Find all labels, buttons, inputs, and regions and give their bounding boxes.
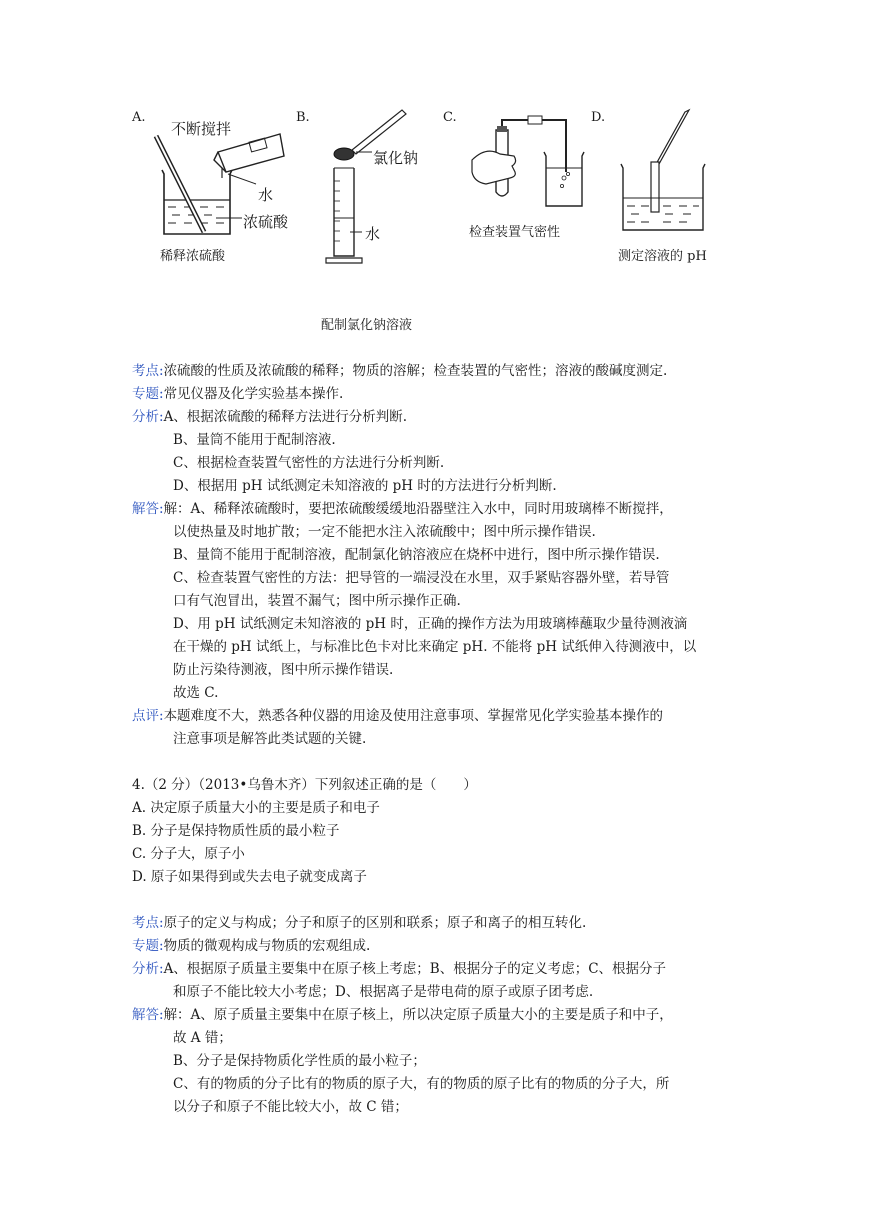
fenxi-line: 和原子不能比较大小考虑；D、根据离子是带电荷的原子或原子团考虑.	[173, 984, 594, 1000]
option-d-letter: D.	[591, 110, 606, 125]
jieda-line: B、分子是保持物质化学性质的最小粒子；	[173, 1053, 426, 1069]
q4-jieda-row	[132, 1003, 673, 1023]
dianping-line: 本题难度不大，熟悉各种仪器的用途及使用注意事项、掌握常见化学实验基本操作的	[163, 708, 664, 724]
q3-dianping-row	[132, 704, 663, 724]
q4-zhuanti-row	[132, 934, 370, 954]
q4-kaodian-row	[132, 911, 586, 931]
kaodian-text: 原子的定义与构成；分子和原子的区别和联系；原子和离子的相互转化.	[163, 915, 587, 931]
q4-choice-a: A. 决定原子质量大小的主要是质子和电子	[132, 800, 380, 816]
label-water-b: 水	[365, 225, 381, 243]
cylinder-b-drawing	[320, 106, 410, 266]
fenxi-line: B、量筒不能用于配制溶液.	[173, 432, 336, 448]
caption-ph: 测定溶液的 pH	[618, 249, 707, 264]
q3-fenxi-row	[132, 405, 407, 425]
zhuanti-text: 常见仪器及化学实验基本操作.	[163, 386, 344, 402]
jieda-line: 故选 C.	[173, 685, 219, 701]
fenxi-line: D、根据用 pH 试纸测定未知溶液的 pH 时的方法进行分析判断.	[173, 478, 557, 494]
caption-airtight: 检查装置气密性	[469, 225, 561, 240]
jieda-line: 故 A 错；	[173, 1030, 232, 1046]
fenxi-tag: 分析:	[132, 409, 164, 425]
dianping-tag: 点评:	[132, 708, 164, 724]
label-nacl: 氯化钠	[373, 149, 419, 167]
option-a-letter: A.	[132, 110, 146, 125]
jieda-line: 口有气泡冒出，装置不漏气；图中所示操作正确.	[173, 593, 461, 609]
jieda-line: C、检查装置气密性的方法：把导管的一端浸没在水里，双手紧贴容器外壁，若导管	[173, 570, 670, 586]
label-conc-acid: 浓硫酸	[243, 213, 289, 231]
jieda-line: 防止污染待测液，图中所示操作错误.	[173, 662, 394, 678]
jieda-tag: 解答:	[132, 501, 164, 517]
kaodian-tag: 考点:	[132, 915, 164, 931]
jieda-line: B、量筒不能用于配制溶液，配制氯化钠溶液应在烧杯中进行，图中所示操作错误.	[173, 547, 660, 563]
kaodian-tag: 考点:	[132, 363, 164, 379]
jieda-line: C、有的物质的分子比有的物质的原子大，有的物质的原子比有的物质的分子大，所	[173, 1076, 670, 1092]
jieda-line: 解：A、稀释浓硫酸时，要把浓硫酸缓缓地沿器壁注入水中，同时用玻璃棒不断搅拌，	[163, 501, 673, 517]
label-stir: 不断搅拌	[171, 120, 232, 138]
q4-choice-c: C. 分子大，原子小	[132, 846, 245, 862]
caption-dilute: 稀释浓硫酸	[160, 249, 226, 264]
caption-nacl-solution: 配制氯化钠溶液	[321, 318, 413, 333]
beaker-a-drawing	[150, 132, 300, 242]
label-water-a: 水	[258, 186, 274, 204]
jieda-line: 以使热量及时地扩散；一定不能把水注入浓硫酸中；图中所示操作错误.	[173, 524, 596, 540]
jieda-line: 在干燥的 pH 试纸上，与标准比色卡对比来确定 pH. 不能将 pH 试纸伸入待测液中，以	[173, 639, 697, 655]
zhuanti-tag: 专题:	[132, 386, 164, 402]
fenxi-tag: 分析:	[132, 961, 164, 977]
q4-choice-b: B. 分子是保持物质性质的最小粒子	[132, 823, 340, 839]
jieda-line: 以分子和原子不能比较大小，故 C 错；	[173, 1099, 408, 1115]
zhuanti-tag: 专题:	[132, 938, 164, 954]
fenxi-line: A、根据浓硫酸的稀释方法进行分析判断.	[163, 409, 408, 425]
ph-d-drawing	[615, 108, 715, 238]
fenxi-line: C、根据检查装置气密性的方法进行分析判断.	[173, 455, 445, 471]
zhuanti-text: 物质的微观构成与物质的宏观组成.	[163, 938, 371, 954]
q3-zhuanti-row	[132, 382, 343, 402]
q4-choice-d: D. 原子如果得到或失去电子就变成离子	[132, 869, 367, 885]
jieda-tag: 解答:	[132, 1007, 164, 1023]
q3-kaodian-row	[132, 359, 667, 379]
kaodian-text: 浓硫酸的性质及浓硫酸的稀释；物质的溶解；检查装置的气密性；溶液的酸碱度测定.	[163, 363, 668, 379]
fenxi-line: A、根据原子质量主要集中在原子核上考虑；B、根据分子的定义考虑；C、根据分子	[163, 961, 667, 977]
option-b-letter: B.	[296, 110, 310, 125]
option-c-letter: C.	[443, 110, 457, 125]
q3-jieda-row	[132, 497, 673, 517]
jieda-line: D、用 pH 试纸测定未知溶液的 pH 时，正确的操作方法为用玻璃棒蘸取少量待测液滴	[173, 616, 688, 632]
airtight-c-drawing	[466, 112, 586, 212]
jieda-line: 解：A、原子质量主要集中在原子核上，所以决定原子质量大小的主要是质子和中子，	[163, 1007, 673, 1023]
q4-stem: 4.（2 分）（2013•乌鲁木齐）下列叙述正确的是（ ）	[132, 777, 477, 793]
q4-fenxi-row	[132, 957, 666, 977]
dianping-line: 注意事项是解答此类试题的关键.	[173, 731, 367, 747]
